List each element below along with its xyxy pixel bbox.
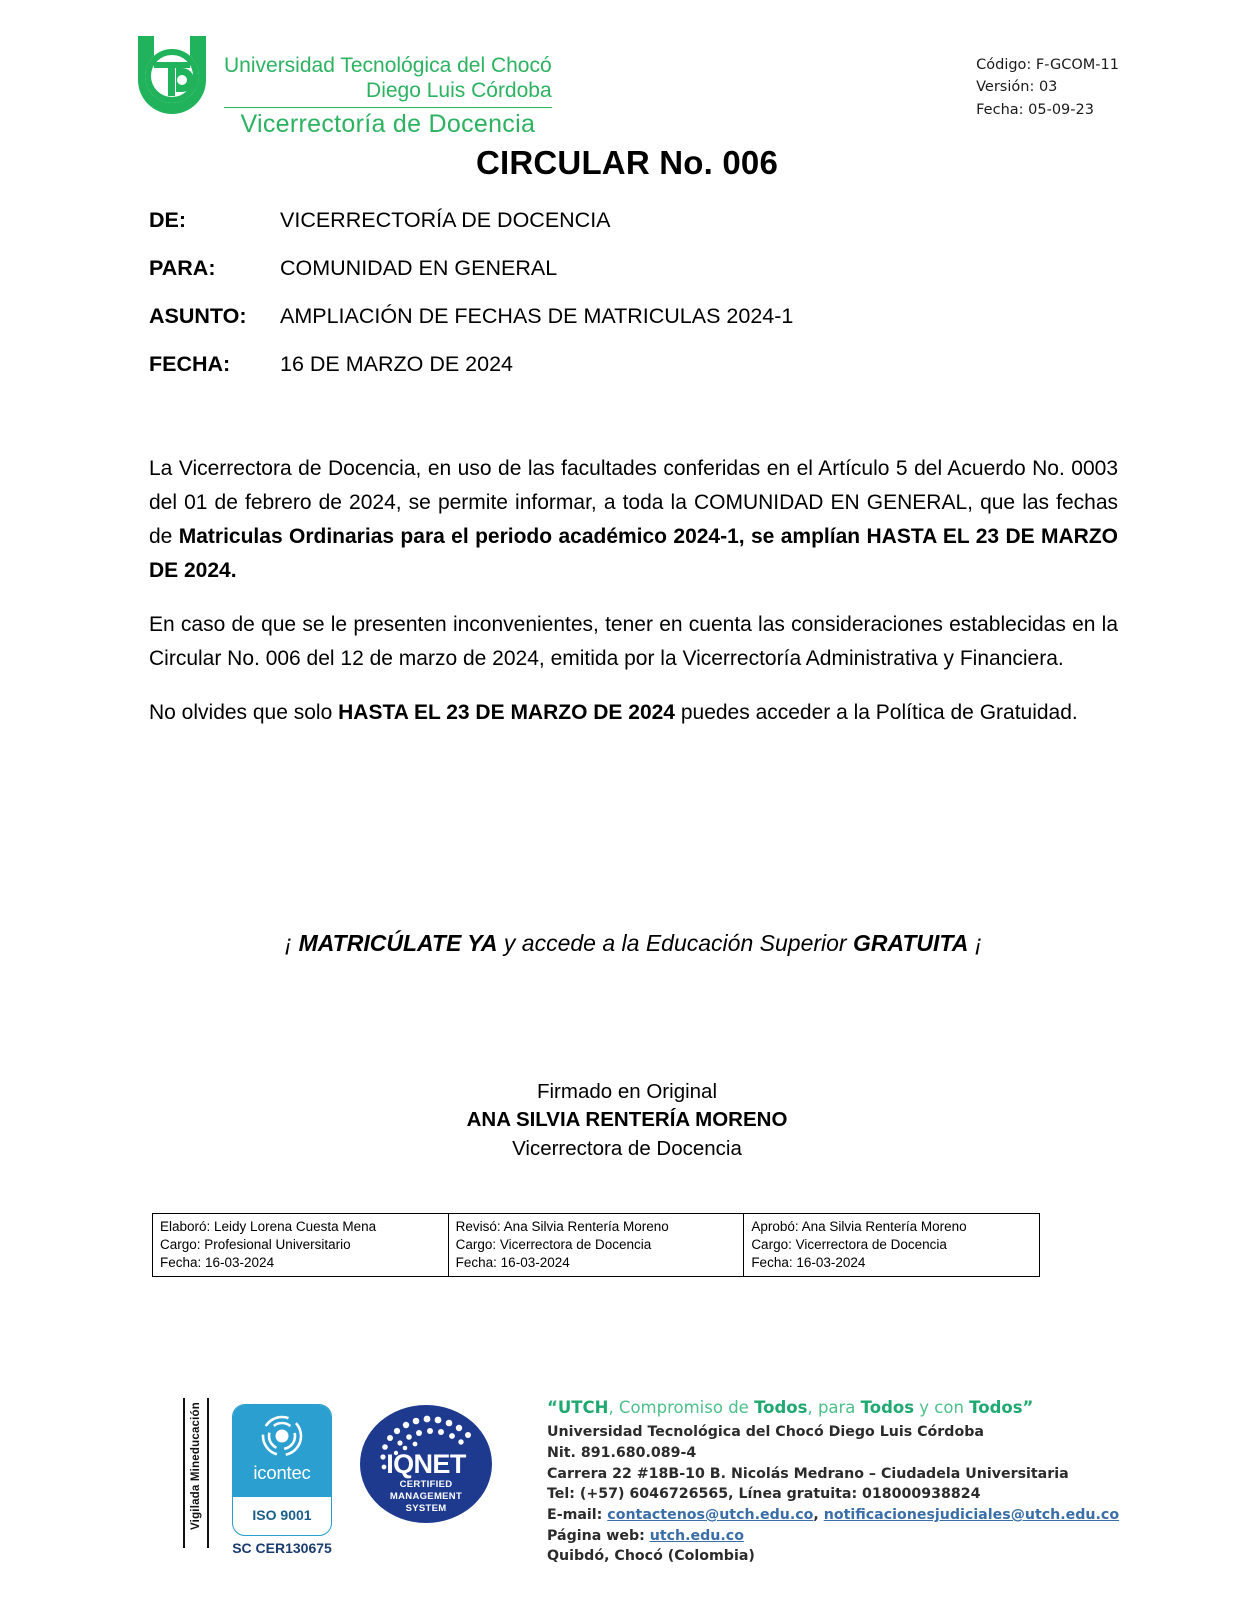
icontec-certificate-number: SC CER130675 [232,1540,332,1556]
paragraph-3-suffix: puedes acceder a la Política de Gratuidad. [675,701,1078,725]
iqnet-subtitle-line2: MANAGEMENT [389,1490,463,1502]
body-paragraph-2: En caso de que se le presenten inconvenientes, tener en cuenta las consideraciones establecidas en la Circular No. 006 del 12 de marzo de 2024, emitida por la Vicerrectoría Administrativa y Financiera. [149,613,1118,671]
icontec-iso-label: ISO 9001 [252,1507,312,1523]
iqnet-logo [360,1405,492,1523]
tagline-quote-close: ” [1022,1398,1034,1417]
contact-web-url[interactable]: utch.edu.co [649,1527,744,1544]
approval-cell-elaboro [153,1214,449,1277]
contact-email-judicial[interactable]: notificacionesjudiciales@utch.edu.co [823,1507,1120,1524]
document-date: Fecha: 05-09-23 [976,101,1094,118]
field-label-de: DE: [149,208,187,232]
tagline-quote-open: “ [547,1398,558,1417]
vigilada-mineducacion-mark [183,1398,209,1548]
aprobo-role: Cargo: Vicerrectora de Docencia [751,1236,947,1252]
slogan-bold-2: GRATUITA [852,930,969,956]
elaboro-date: Fecha: 16-03-2024 [160,1254,275,1270]
contact-city: Quibdó, Chocó (Colombia) [547,1548,755,1565]
table-row [153,1214,1040,1277]
aprobo-date: Fecha: 16-03-2024 [751,1254,866,1270]
field-label-fecha: FECHA: [149,352,231,376]
institution-name-line1: Universidad Tecnológica del Chocó [224,54,552,77]
institution-logo-block [130,32,552,139]
field-value-para: COMUNIDAD EN GENERAL [280,256,558,280]
field-value-de: VICERRECTORÍA DE DOCENCIA [280,208,611,232]
slogan-open-mark: ¡ [284,930,299,956]
contact-info-block [547,1396,1119,1567]
contact-email-row [547,1505,1119,1526]
contact-university-name: Universidad Tecnológica del Chocó Diego Luis Córdoba [547,1424,984,1441]
document-header [0,18,1254,138]
slogan-middle: y accede a la Educación Superior [497,930,853,956]
reviso-date: Fecha: 16-03-2024 [455,1254,570,1270]
document-body [149,452,1118,730]
approval-cell-aprobo [744,1214,1040,1277]
memo-fields [149,208,1129,400]
body-paragraph-3 [149,696,1118,730]
icontec-logo-top [233,1405,331,1497]
iqnet-subtitle-line3: SYSTEM [405,1502,447,1514]
utch-logo-icon [130,32,214,120]
icontec-iso-logo [232,1404,332,1536]
paragraph-1-bold: Matriculas Ordinarias para el periodo académico 2024-1, se amplían HASTA EL 23 DE MARZO DE 2024. [149,525,1118,583]
signature-block [0,1078,1254,1163]
iqnet-subtitle-line1: CERTIFIED [399,1479,453,1490]
field-value-asunto: AMPLIACIÓN DE FECHAS DE MATRICULAS 2024-1 [280,304,794,328]
document-code: Código: F-GCOM-11 [976,57,1119,73]
signer-name: ANA SILVIA RENTERÍA MORENO [466,1108,788,1132]
document-version: Versión: 03 [976,79,1058,96]
elaboro-name: Elaboró: Leidy Lorena Cuesta Mena [160,1219,377,1234]
icontec-target-icon [260,1414,304,1458]
aprobo-name: Aprobó: Ana Silvia Rentería Moreno [751,1219,967,1234]
approval-cell-reviso [448,1214,744,1277]
icontec-wordmark: icontec [253,1462,311,1483]
reviso-role: Cargo: Vicerrectora de Docencia [455,1236,652,1252]
institution-name-line2: Diego Luis Córdoba [366,78,552,102]
field-row-asunto [149,304,1129,329]
page-title: CIRCULAR No. 006 [475,144,779,181]
paragraph-3-bold: HASTA EL 23 DE MARZO DE 2024 [338,701,675,725]
paragraph-3-prefix: No olvides que solo [149,701,339,725]
reviso-name: Revisó: Ana Silvia Rentería Moreno [455,1219,669,1234]
elaboro-role: Cargo: Profesional Universitario [160,1236,351,1252]
department-name: Vicerrectoría de Docencia [240,109,536,138]
field-row-de [149,208,1129,233]
document-control-info [976,54,1119,121]
vigilada-bar-left [183,1398,185,1548]
body-paragraph-1 [149,452,1118,588]
signer-role: Vicerrectora de Docencia [512,1136,742,1160]
approval-table [152,1213,1040,1277]
field-row-para [149,256,1129,281]
contact-web-label: Página web: [547,1527,650,1544]
field-label-asunto: ASUNTO: [149,304,247,328]
contact-phone: Tel: (+57) 6046726565, Línea gratuita: 018000938824 [547,1486,981,1503]
tagline-utch: UTCH [557,1398,609,1417]
field-row-fecha [149,352,1129,377]
slogan-bold-1: MATRICÚLATE YA [298,930,498,956]
tagline-mid-2: , para [807,1398,861,1417]
field-label-para: PARA: [149,256,216,280]
vigilada-label: Vigilada Mineducación [190,1402,202,1530]
contact-web-row [547,1526,1119,1547]
contact-email-primary[interactable]: contactenos@utch.edu.co [607,1507,814,1524]
contact-email-label: E-mail: [547,1507,608,1524]
field-value-fecha: 16 DE MARZO DE 2024 [280,352,514,376]
iqnet-wordmark: IQNET [386,1449,466,1479]
paragraph-1-normal: La Vicerrectora de Docencia, en uso de las facultades conferidas en el Artículo 5 del Acuerdo No. 0003 del 01 de febrero de 2024, se permite informar, a toda la COMUNIDAD EN GENERAL, que las fechas de [149,457,1118,549]
tagline-mid-3: y con [914,1398,970,1417]
vigilada-bar-right [207,1398,209,1548]
tagline-todos-3: Todos [969,1398,1023,1417]
tagline-todos-2: Todos [860,1398,915,1417]
logo-divider [224,107,552,108]
call-to-action-slogan [149,930,1118,957]
signature-note: Firmado en Original [536,1080,717,1103]
institution-tagline [547,1396,1119,1420]
tagline-todos-1: Todos [754,1398,808,1417]
contact-email-separator: , [813,1507,824,1524]
tagline-mid-1: , Compromiso de [608,1398,755,1417]
institution-name-block [224,32,552,139]
slogan-close-mark: ¡ [968,930,983,956]
contact-nit: Nit. 891.680.089-4 [547,1444,697,1461]
iqnet-subtitle [360,1479,492,1515]
contact-address: Carrera 22 #18B-10 B. Nicolás Medrano – Ciudadela Universitaria [547,1465,1069,1482]
